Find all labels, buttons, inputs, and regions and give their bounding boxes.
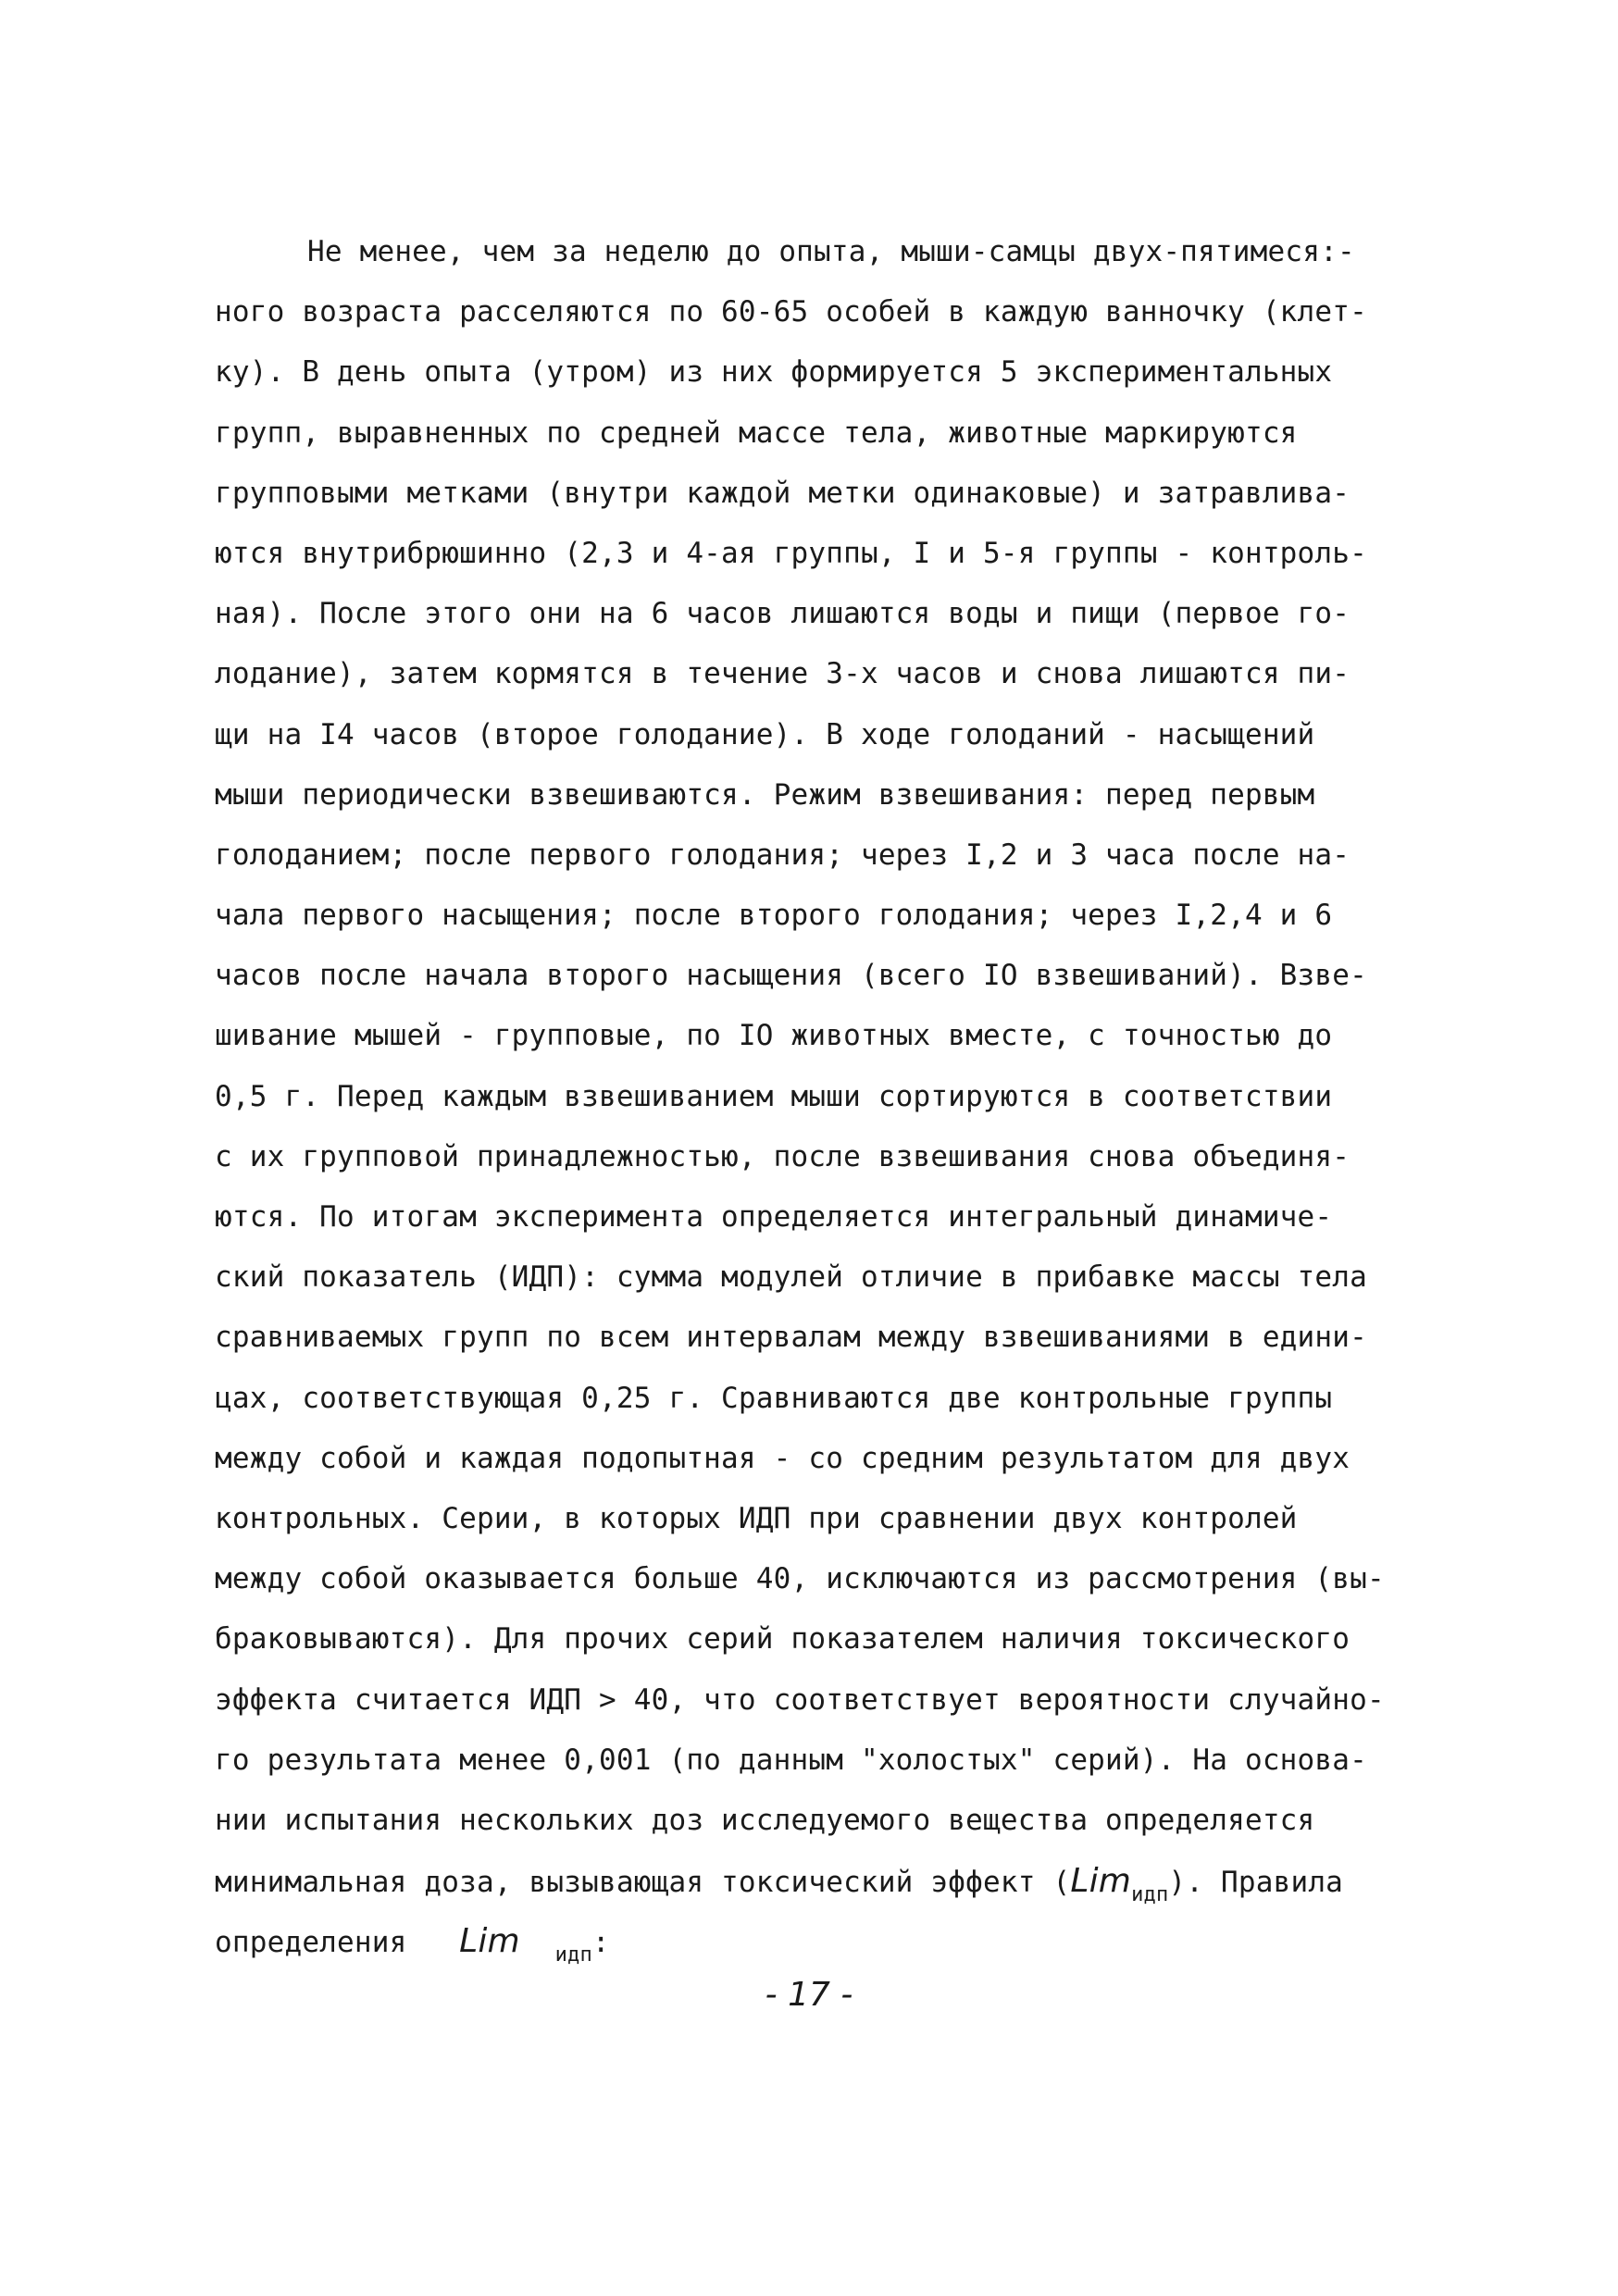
text-line: ная). После этого они на 6 часов лишаются воды и пищи (первое го- bbox=[215, 597, 1350, 631]
text-line: ного возраста расселяются по 60-65 особей в каждую ванночку (клет- bbox=[215, 295, 1367, 329]
text-line bbox=[215, 1851, 1446, 1911]
text-line: групповыми метками (внутри каждой метки одинаковые) и затравлива- bbox=[215, 476, 1350, 510]
text-line: ются внутрибрюшинно (2,3 и 4-ая группы, I и 5-я группы - контроль- bbox=[215, 536, 1367, 570]
body-text bbox=[215, 222, 1446, 1971]
line-start: минимальная доза, вызывающая токсический эффект ( bbox=[215, 1866, 1071, 1900]
text-line: между собой и каждая подопытная - со средним результатом для двух bbox=[215, 1441, 1350, 1475]
lim-subscript: идп bbox=[1131, 1883, 1169, 1907]
text-line: между собой оказывается больше 40, исключаются из рассмотрения (вы- bbox=[215, 1562, 1385, 1596]
text-line: ку). В день опыта (утром) из них формируется 5 экспериментальных bbox=[215, 355, 1333, 390]
text-line: чала первого насыщения; после второго голодания; через I,2,4 и 6 bbox=[215, 899, 1333, 933]
text-line: 0,5 г. Перед каждым взвешиванием мыши сортируются в соответствии bbox=[215, 1079, 1333, 1113]
text-line: голоданием; после первого голодания; через I,2 и 3 часа после на- bbox=[215, 838, 1350, 872]
text-line: эффекта считается ИДП > 40, что соответствует вероятности случайно- bbox=[215, 1682, 1385, 1717]
text-line: групп, выравненных по средней массе тела, животные маркируются bbox=[215, 416, 1298, 450]
text-line: го результата менее 0,001 (по данным "холостых" серий). На основа- bbox=[215, 1743, 1367, 1777]
text-line: нии испытания нескольких доз исследуемого вещества определяется bbox=[215, 1803, 1315, 1837]
lim-handwritten: Lim bbox=[459, 1922, 520, 1961]
text-line: цах, соответствующая 0,25 г. Сравниваются две контрольные группы bbox=[215, 1381, 1333, 1415]
text-line: щи на I4 часов (второе голодание). В ходе голоданий - насыщений bbox=[215, 717, 1315, 751]
text-line: ский показатель (ИДП): сумма модулей отличие в прибавке массы тела bbox=[215, 1260, 1367, 1295]
text-line: браковываются). Для прочих серий показателем наличия токсического bbox=[215, 1622, 1350, 1657]
text-line: с их групповой принадлежностью, после взвешивания снова объединя- bbox=[215, 1139, 1350, 1173]
text-line: сравниваемых групп по всем интервалам между взвешиваниями в едини- bbox=[215, 1321, 1367, 1355]
text-line: контрольных. Серии, в которых ИДП при сравнении двух контролей bbox=[215, 1501, 1298, 1535]
text-line: мыши периодически взвешиваются. Режим взвешивания: перед первым bbox=[215, 777, 1315, 812]
text-line: лодание), затем кормятся в течение 3-х часов и снова лишаются пи- bbox=[215, 657, 1350, 691]
lim-subscript: идп bbox=[554, 1943, 592, 1967]
line-tail: ). Правила bbox=[1168, 1866, 1344, 1900]
text-line: шивание мышей - групповые, по IО животных вместе, с точностью до bbox=[215, 1019, 1333, 1053]
text-line bbox=[215, 1911, 1446, 1971]
line-start: определения bbox=[215, 1926, 407, 1960]
text-line: ются. По итогам эксперимента определяется интегральный динамиче- bbox=[215, 1200, 1333, 1234]
lim-handwritten: Lim bbox=[1070, 1862, 1132, 1901]
page-number: - 17 - bbox=[765, 1976, 853, 2014]
text-line: Не менее, чем за неделю до опыта, мыши-самцы двух-пятимеся:- bbox=[307, 235, 1355, 268]
line-tail: : bbox=[591, 1926, 610, 1960]
text-line: часов после начала второго насыщения (всего IО взвешиваний). Взве- bbox=[215, 959, 1367, 993]
